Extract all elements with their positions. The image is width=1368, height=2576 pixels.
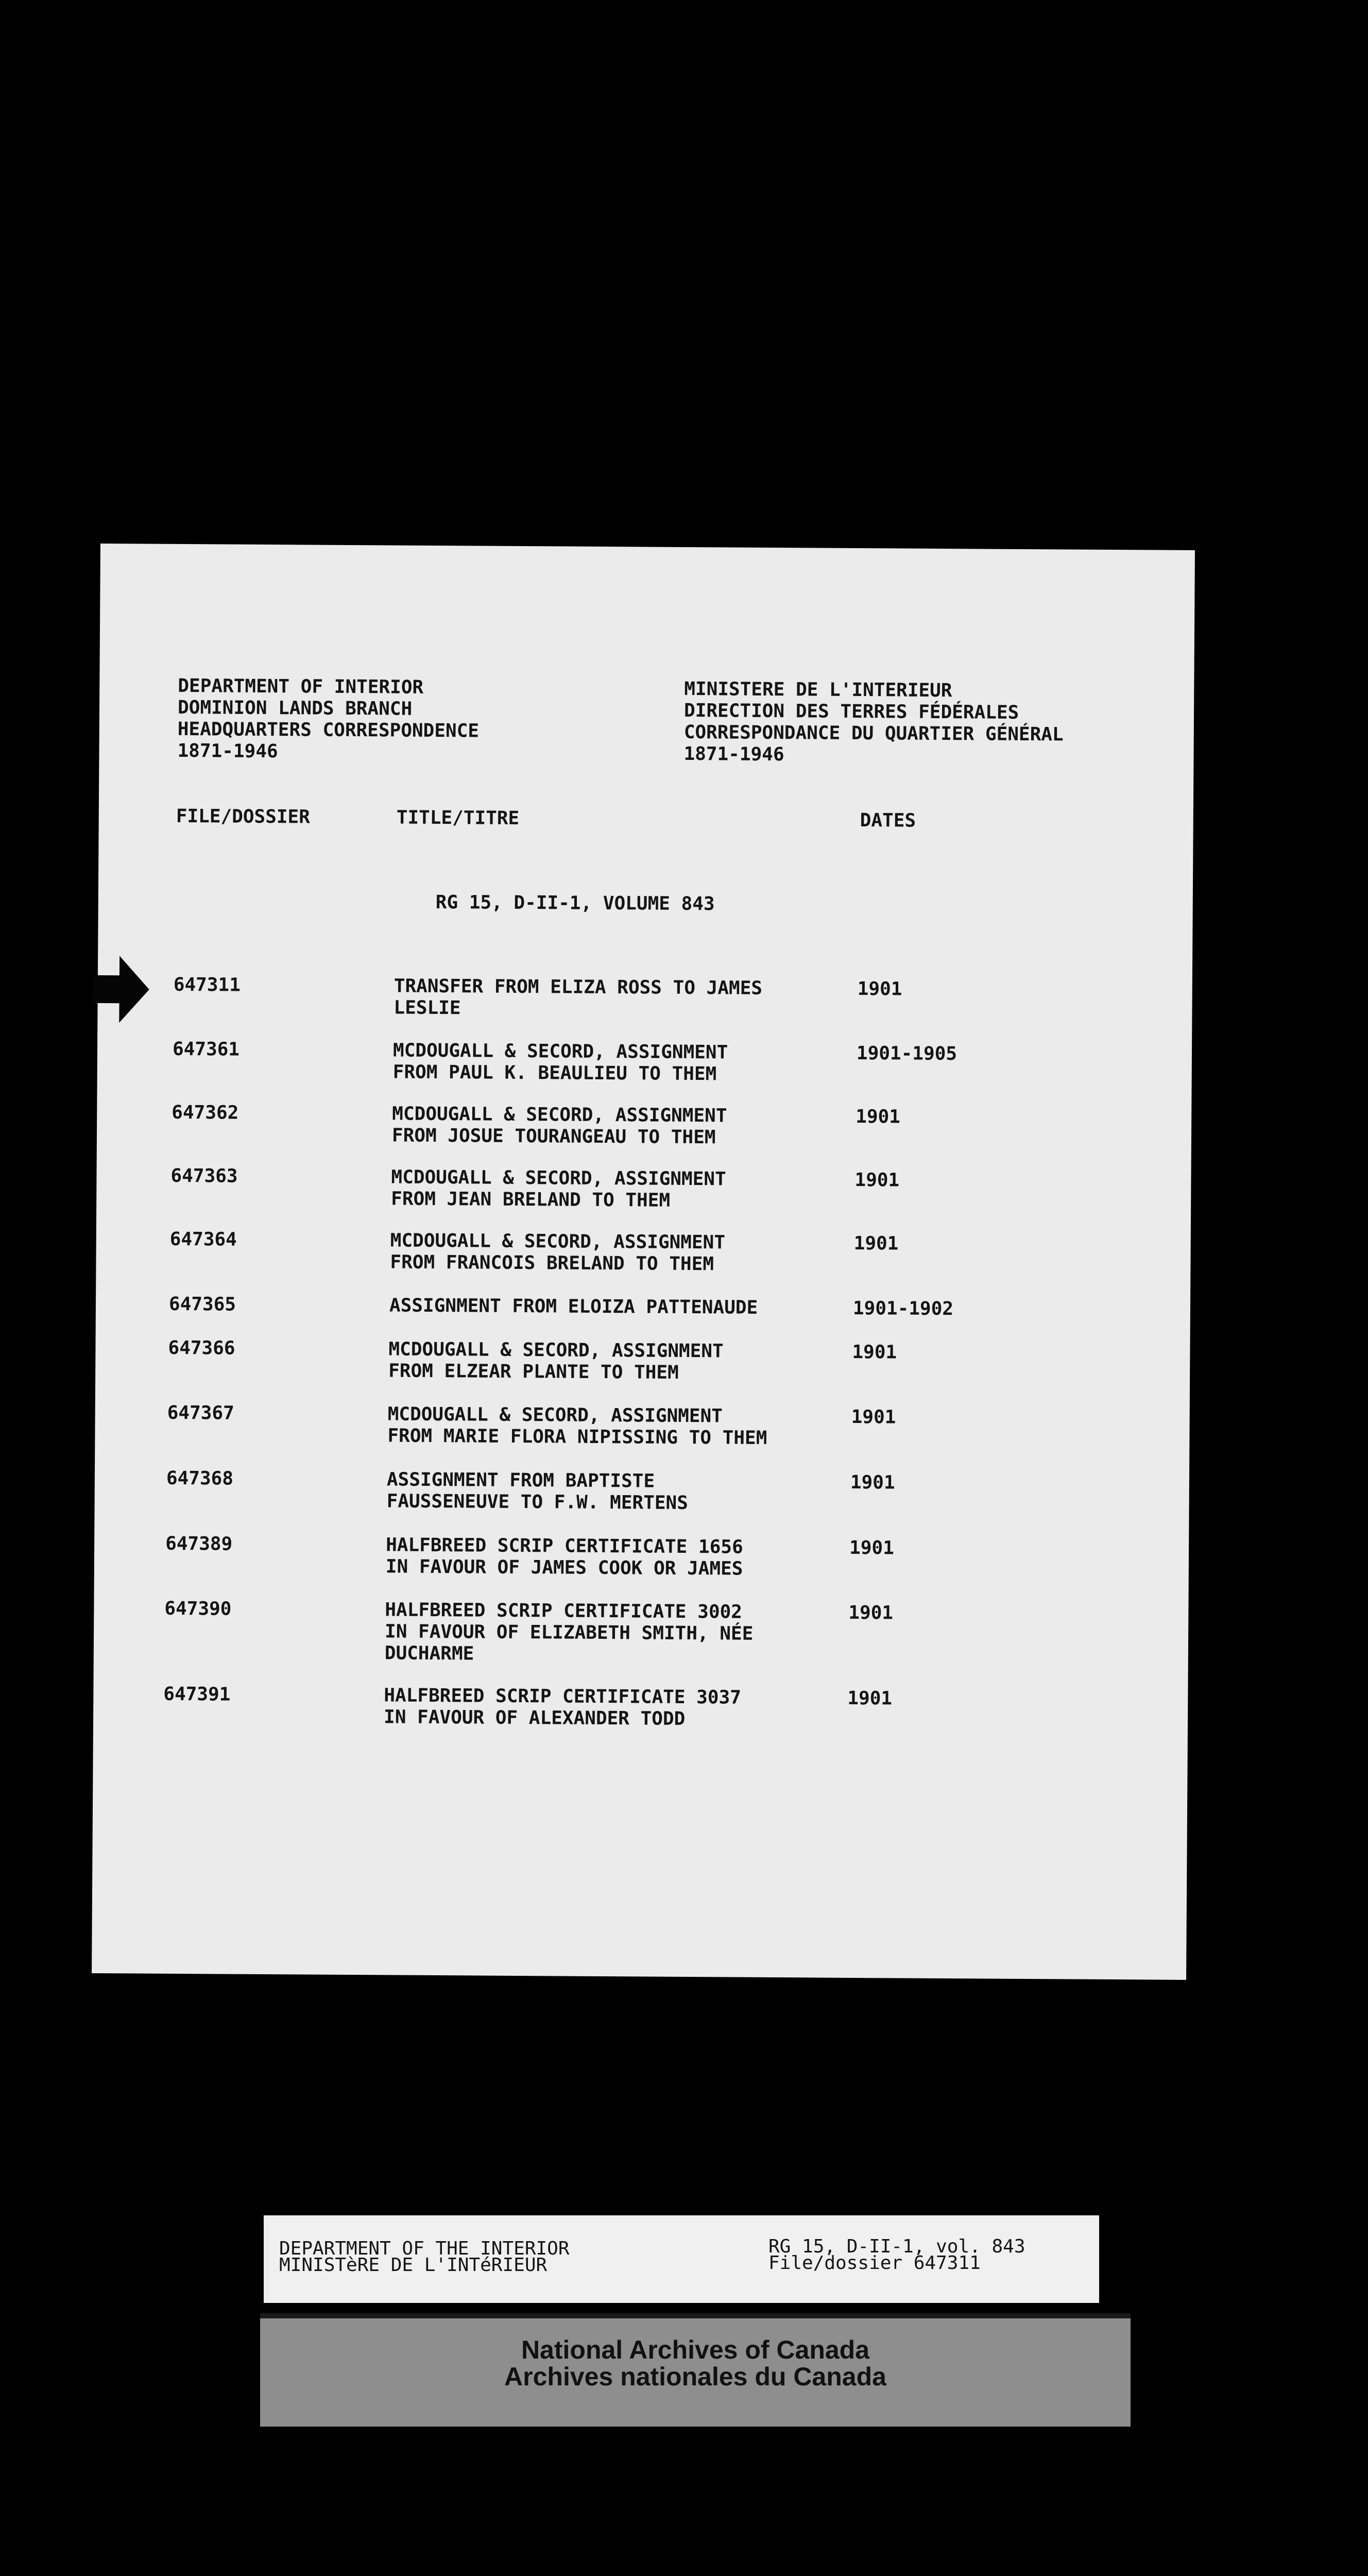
row-title-line: FROM JEAN BRELAND TO THEM [391, 1188, 671, 1211]
row-title-line: FROM PAUL K. BEAULIEU TO THEM [392, 1061, 717, 1085]
row-dates: 1901-1902 [852, 1297, 954, 1320]
row-dates: 1901 [856, 1106, 901, 1128]
row-title-line: FROM MARIE FLORA NIPISSING TO THEM [387, 1425, 767, 1449]
row-title-line: MCDOUGALL & SECORD, ASSIGNMENT [387, 1403, 723, 1427]
row-title-line: HALFBREED SCRIP CERTIFICATE 3037 [384, 1685, 742, 1708]
row-title-line: FROM JOSUE TOURANGEAU TO THEM [391, 1125, 716, 1148]
header-fr-line-3: CORRESPONDANCE DU QUARTIER GÉNÉRAL [683, 721, 1064, 745]
row-title-line: MCDOUGALL & SECORD, ASSIGNMENT [388, 1338, 724, 1362]
header-en-line-2: DOMINION LANDS BRANCH [177, 697, 413, 720]
column-file-heading: FILE/DOSSIER [176, 805, 310, 828]
row-dates: 1901 [853, 1232, 899, 1255]
arrow-pointer-icon [92, 956, 149, 1023]
row-title-line: MCDOUGALL & SECORD, ASSIGNMENT [391, 1166, 726, 1190]
document-page [92, 544, 1195, 1980]
reference-label-card [264, 2215, 1099, 2303]
row-dates: 1901-1905 [856, 1042, 957, 1065]
row-file-number: 647364 [169, 1228, 237, 1250]
row-title-line: ASSIGNMENT FROM ELOIZA PATTENAUDE [389, 1295, 758, 1318]
row-dates: 1901 [857, 978, 902, 1000]
label-right-line-2: File/dossier 647311 [768, 2252, 981, 2274]
row-title-line: FROM ELZEAR PLANTE TO THEM [388, 1360, 679, 1383]
row-title-line: DUCHARME [384, 1642, 474, 1665]
row-dates: 1901 [851, 1406, 896, 1428]
row-title-line: IN FAVOUR OF ELIZABETH SMITH, NÉE [384, 1621, 754, 1645]
row-dates: 1901 [847, 1687, 893, 1709]
row-title-line: LESLIE [394, 997, 461, 1019]
row-dates: 1901 [850, 1471, 895, 1494]
row-title-line: HALFBREED SCRIP CERTIFICATE 3002 [385, 1599, 743, 1623]
row-file-number: 647365 [168, 1293, 236, 1315]
column-title-heading: TITLE/TITRE [396, 807, 520, 829]
row-file-number: 647362 [172, 1101, 239, 1124]
row-file-number: 647311 [173, 974, 241, 996]
row-dates: 1901 [848, 1602, 894, 1624]
row-title-line: IN FAVOUR OF JAMES COOK OR JAMES [385, 1556, 743, 1580]
column-dates-heading: DATES [860, 810, 916, 832]
header-fr-line-4: 1871-1946 [683, 743, 784, 766]
archives-name-fr: Archives nationales du Canada [504, 2362, 886, 2391]
row-dates: 1901 [849, 1537, 894, 1559]
label-left-line-2: MINISTèRE DE L'INTéRIEUR [279, 2255, 548, 2276]
label-right-line-1: RG 15, D-II-1, vol. 843 [768, 2236, 1025, 2257]
row-file-number: 647389 [165, 1533, 233, 1555]
row-file-number: 647390 [164, 1598, 232, 1620]
header-fr-line-2: DIRECTION DES TERRES FÉDÉRALES [683, 700, 1019, 723]
header-en-line-3: HEADQUARTERS CORRESPONDENCE [177, 718, 480, 742]
archives-name-en: National Archives of Canada [521, 2335, 870, 2364]
header-en-line-1: DEPARTMENT OF INTERIOR [178, 675, 424, 698]
header-fr-line-1: MINISTERE DE L'INTERIEUR [684, 678, 952, 702]
row-file-number: 647391 [163, 1683, 231, 1705]
row-file-number: 647368 [166, 1467, 234, 1489]
row-title-line: MCDOUGALL & SECORD, ASSIGNMENT [392, 1040, 728, 1063]
national-archives-bar [260, 2313, 1131, 2427]
volume-heading: RG 15, D-II-1, VOLUME 843 [435, 891, 715, 915]
label-left-line-1: DEPARTMENT OF THE INTERIOR [279, 2238, 570, 2259]
row-file-number: 647363 [170, 1165, 238, 1187]
row-title-line: FAUSSENEUVE TO F.W. MERTENS [386, 1490, 688, 1514]
row-dates: 1901 [852, 1341, 897, 1363]
row-file-number: 647367 [167, 1402, 234, 1424]
row-title-line: FROM FRANCOIS BRELAND TO THEM [390, 1251, 714, 1275]
row-title-line: HALFBREED SCRIP CERTIFICATE 1656 [386, 1534, 743, 1558]
row-title-line: TRANSFER FROM ELIZA ROSS TO JAMES [394, 975, 763, 999]
row-title-line: ASSIGNMENT FROM BAPTISTE [386, 1469, 655, 1492]
row-title-line: MCDOUGALL & SECORD, ASSIGNMENT [390, 1230, 726, 1253]
row-title-line: MCDOUGALL & SECORD, ASSIGNMENT [392, 1103, 727, 1127]
row-title-line: IN FAVOUR OF ALEXANDER TODD [383, 1706, 686, 1730]
row-file-number: 647361 [172, 1038, 240, 1060]
header-en-line-4: 1871-1946 [177, 740, 278, 762]
row-file-number: 647366 [168, 1337, 235, 1359]
row-dates: 1901 [854, 1169, 900, 1191]
